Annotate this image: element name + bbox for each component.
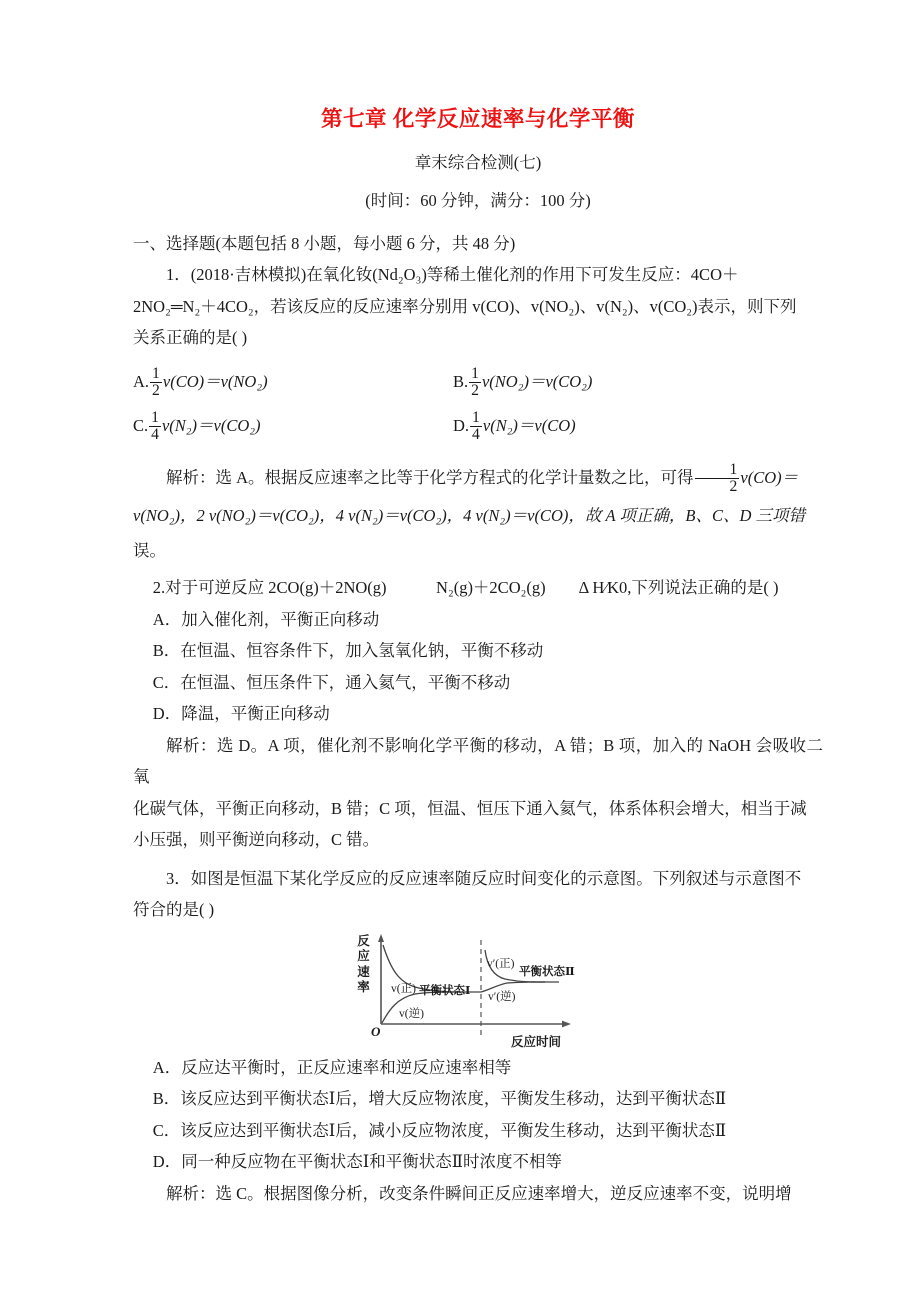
q3-stem-line-1: 3．如图是恒温下某化学反应的反应速率随反应时间变化的示意图。下列叙述与示意图不 [166, 868, 802, 888]
q1-option-b[interactable] [453, 360, 793, 404]
q1-stem-line-1: 1．(2018·吉林模拟)在氧化钕(Nd₂O₃)等稀土催化剂的作用下可发生反应：4CO＋ [166, 265, 739, 284]
chart-label-v-forward-2: v′(正) [487, 957, 515, 970]
q1-analysis-fraction [695, 462, 740, 495]
q1-option-d-fraction [470, 410, 482, 443]
q1-option-d-letter: D. [453, 415, 470, 435]
q1-options-row-1 [133, 360, 823, 404]
q1-option-a-fraction [150, 366, 162, 399]
q1-stem-line-2: 2NO₂═N₂＋4CO₂，若该反应的反应速率分别用 v(CO)、v(NO₂)、v(N₂)、v(CO₂)表示，则下列 [133, 296, 797, 316]
chart-y-axis-label: 反应速率 [357, 933, 370, 994]
q1-option-b-fraction [469, 366, 481, 399]
fraction-numerator: 1 [151, 408, 159, 426]
question-3 [133, 863, 823, 1210]
q1-option-a[interactable] [133, 360, 453, 404]
chart-label-v-reverse-2: v′(逆) [488, 990, 516, 1003]
reaction-rate-figure-wrap [133, 932, 823, 1052]
page-content [133, 100, 823, 1209]
q1-option-a-letter: A. [133, 371, 150, 391]
q2-analysis-line-2: 化碳气体，平衡正向移动，B 错；C 项，恒温、恒压下通入氦气，体系体积会增大，相当于减 [133, 798, 807, 818]
q1-option-c-body: v(N₂)＝v(CO₂) [161, 415, 261, 435]
page-title: 第七章 化学反应速率与化学平衡 [321, 107, 635, 131]
q3-option-a[interactable]: A．反应达平衡时，正反应速率和逆反应速率相等 [152, 1057, 512, 1077]
q1-analysis-line-3: 误。 [133, 540, 166, 560]
chart-label-v-reverse-1: v(逆) [399, 1007, 424, 1020]
q1-option-a-body: v(CO)＝v(NO₂) [162, 371, 268, 391]
q1-analysis-lead: 解析：选 A。根据反应速率之比等于化学方程式的化学计量数之比，可得 [166, 467, 694, 487]
fraction-denominator: 2 [695, 478, 740, 495]
q1-option-c-fraction [149, 410, 161, 443]
q1-option-d[interactable] [453, 404, 793, 448]
exam-info-line: (时间：60 分钟，满分：100 分) [365, 191, 591, 210]
chart-label-state-1: 平衡状态Ⅰ [419, 984, 471, 997]
q1-option-c-letter: C. [133, 415, 149, 435]
chart-label-state-2: 平衡状态Ⅱ [519, 965, 575, 978]
fraction-numerator: 1 [472, 408, 480, 426]
q1-option-b-body: v(NO₂)＝v(CO₂) [481, 371, 593, 391]
q2-option-a[interactable]: A．加入催化剂，平衡正向移动 [152, 609, 380, 629]
q3-option-d[interactable]: D．同一种反应物在平衡状态Ⅰ和平衡状态Ⅱ时浓度不相等 [152, 1152, 562, 1171]
section-heading: 一、选择题(本题包括 8 小题，每小题 6 分，共 48 分) [133, 234, 516, 253]
q2-option-d[interactable]: D．降温，平衡正向移动 [152, 704, 330, 723]
q1-analysis-tail: v(CO)＝ [740, 467, 799, 487]
q2-analysis-line-3: 小压强，则平衡逆向移动，C 错。 [133, 830, 380, 849]
fraction-denominator: 2 [471, 381, 479, 399]
q3-analysis-line-1: 解析：选 C。根据图像分析，改变条件瞬间正反应速率增大，逆反应速率不变，说明增 [166, 1183, 792, 1203]
q1-option-c[interactable] [133, 404, 453, 448]
q1-options-row-2 [133, 404, 823, 448]
q2-stem: 2.对于可逆反应 2CO(g)＋2NO(g) N₂(g)＋2CO₂(g) Δ H⁄K0,下列说法正确的是( ) [152, 578, 779, 597]
q3-option-c[interactable]: C．该反应达到平衡状态Ⅰ后，减小反应物浓度，平衡发生移动，达到平衡状态Ⅱ [152, 1120, 727, 1140]
reaction-rate-diagram [333, 932, 643, 1050]
q1-option-b-letter: B. [453, 371, 469, 391]
q3-stem-line-2: 符合的是( ) [133, 900, 215, 919]
fraction-numerator: 1 [729, 460, 738, 478]
fraction-denominator: 2 [152, 381, 160, 399]
q1-stem-line-3: 关系正确的是( ) [133, 328, 248, 347]
q2-option-b[interactable]: B．在恒温、恒容条件下，加入氢氧化钠，平衡不移动 [152, 641, 544, 660]
q1-analysis-line-1 [133, 459, 823, 497]
y-axis-arrow [378, 934, 384, 942]
fraction-numerator: 1 [152, 364, 160, 382]
q3-option-b[interactable]: B．该反应达到平衡状态Ⅰ后，增大反应物浓度，平衡发生移动，达到平衡状态Ⅱ [152, 1089, 727, 1108]
chart-origin-label: O [371, 1023, 381, 1039]
q1-analysis-line-2: v(NO₂)，2 v(NO₂)＝v(CO₂)，4 v(N₂)＝v(CO₂)，4 v(N₂)＝v(CO)，故 A 项正确，B、C、D 三项错 [133, 505, 806, 525]
question-2 [133, 572, 823, 856]
chart-x-axis-label: 反应时间 [511, 1034, 562, 1049]
q2-option-c[interactable]: C．在恒温、恒压条件下，通入氦气，平衡不移动 [152, 672, 511, 692]
fraction-numerator: 1 [471, 364, 479, 382]
fraction-denominator: 4 [472, 425, 480, 443]
x-axis-arrow [562, 1020, 571, 1027]
question-1 [133, 259, 823, 566]
chart-label-v-forward-1: v(正) [391, 982, 416, 995]
q2-analysis-line-1: 解析：选 D。A 项，催化剂不影响化学平衡的移动，A 错；B 项，加入的 NaOH 会吸收二氧 [133, 735, 823, 786]
fraction-denominator: 4 [151, 425, 159, 443]
sub-title: 章末综合检测(七) [414, 153, 542, 172]
q1-option-d-body: v(N₂)＝v(CO) [482, 415, 576, 435]
